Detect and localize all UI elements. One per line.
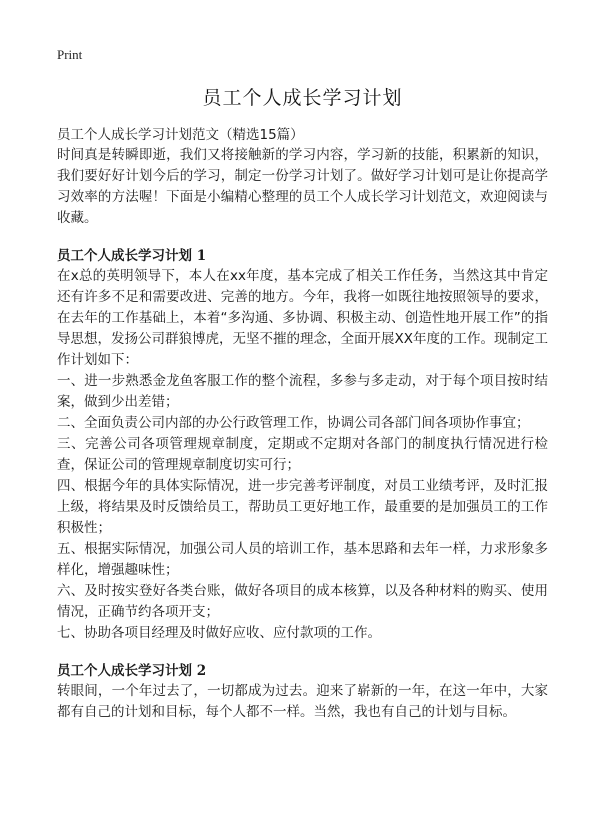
body-paragraph: 在x总的英明领导下，本人在xx年度，基本完成了相关工作任务，当然这其中肯定还有许多不足和需要改进、完善的地方。今年，我将一如既往地按照领导的要求，在去年的工作基础上，本着“多沟通、多协调、积极主动、创造性地开展工作”的指导思想，发扬公司群狼博虎，无坚不摧的理念，全面开展XX年度的工作。现制定工作计划如下： — [57, 268, 548, 368]
document-subtitle: 员工个人成长学习计划范文（精选15篇） — [57, 127, 304, 143]
plan-item: 六、及时按实登好各类台账，做好各项目的成本核算，以及各种材料的购买、使用情况，正确节约各项开支； — [57, 583, 548, 620]
intro-paragraph: 时间真是转瞬即逝，我们又将接触新的学习内容，学习新的技能，积累新的知识，我们要好好计划今后的学习，制定一份学习计划了。做好学习计划可是让你提高学习效率的方法喔！下面是小编精心整理的员工个人成长学习计划范文，欢迎阅读与收藏。 — [57, 147, 548, 226]
plan-item: 三、完善公司各项管理规章制度，定期或不定期对各部门的制度执行情况进行检查，保证公司的管理规章制度切实可行； — [57, 436, 548, 473]
section-heading: 员工个人成长学习计划 2 — [57, 663, 207, 679]
plan-item: 四、根据今年的具体实际情况，进一步完善考评制度，对员工业绩考评，及时汇报上级，将结果及时反馈给员工，帮助员工更好地工作，最重要的是加强员工的工作积极性； — [57, 478, 548, 536]
plan-item: 二、全面负责公司内部的办公行政管理工作，协调公司各部门间各项协作事宜； — [57, 415, 530, 431]
plan-item: 七、协助各项目经理及时做好应收、应付款项的工作。 — [57, 625, 381, 641]
print-link[interactable]: Print — [57, 47, 83, 62]
body-paragraph: 转眼间，一个年过去了，一切都成为过去。迎来了崭新的一年，在这一年中，大家都有自己的计划和目标，每个人都不一样。当然，我也有自己的计划与目标。 — [57, 683, 548, 720]
section-plan-2 — [57, 661, 548, 723]
section-heading: 员工个人成长学习计划 1 — [57, 248, 207, 264]
plan-item: 五、根据实际情况，加强公司人员的培训工作，基本思路和去年一样，力求形象多样化，增强趣味性； — [57, 541, 548, 578]
section-plan-1 — [57, 246, 548, 644]
plan-item: 一、进一步熟悉金龙鱼客服工作的整个流程，多参与多走动，对于每个项目按时结案，做到少出差错； — [57, 373, 548, 410]
document-title: 员工个人成长学习计划 — [202, 87, 403, 109]
